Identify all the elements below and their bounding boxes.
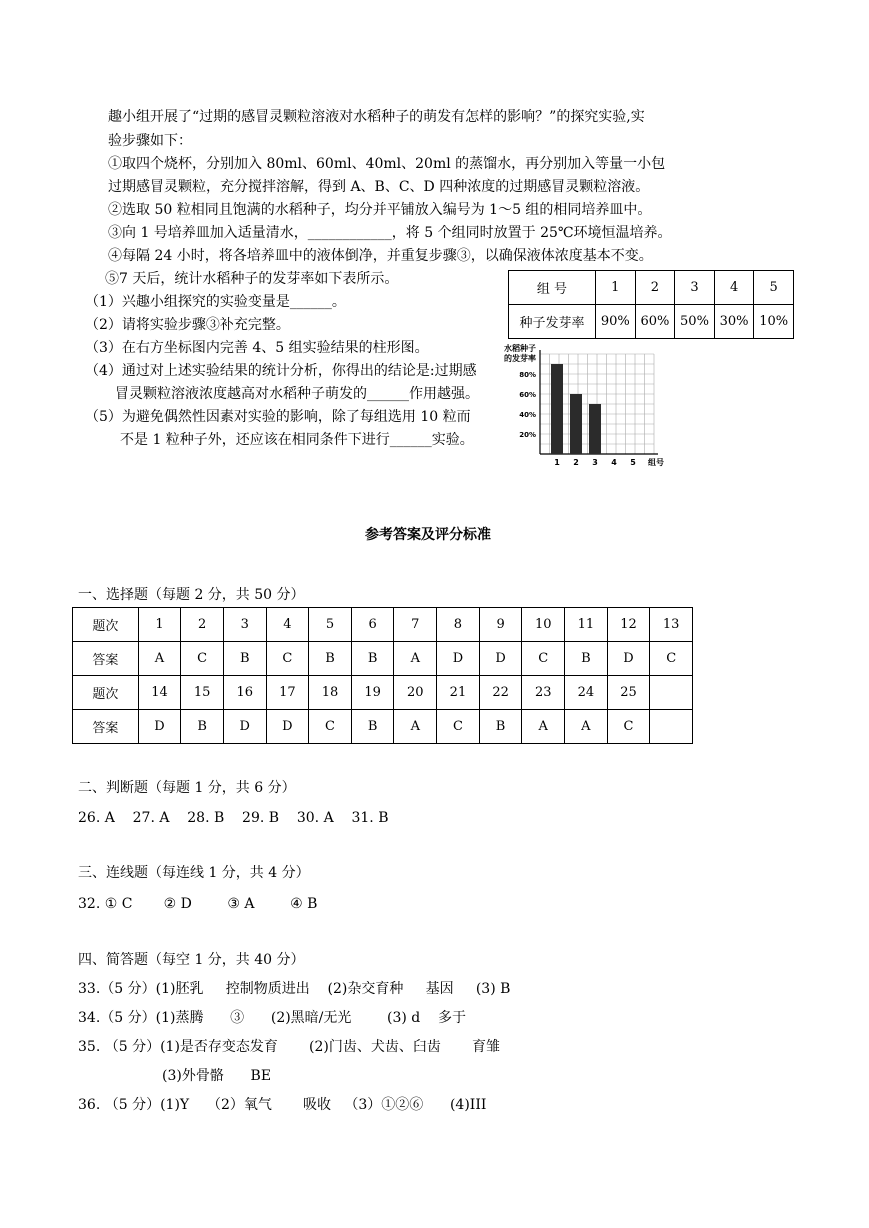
answer-table-cell: D bbox=[223, 710, 266, 744]
chart-bar bbox=[551, 364, 563, 454]
question-2: （2）请将实验步骤③补充完整。 bbox=[85, 317, 290, 333]
germination-bar-chart bbox=[500, 342, 680, 472]
answer-table-cell: 2 bbox=[181, 608, 224, 642]
chart-bar bbox=[570, 394, 582, 454]
chart-x-tick-label: 3 bbox=[592, 458, 598, 467]
answer-35a: 35. （5 分）(1)是否存变态发育 (2)门齿、犬齿、臼齿 育雏 bbox=[78, 1039, 501, 1055]
answer-table-cell: B bbox=[309, 642, 352, 676]
question-4b: 冒灵颗粒溶液浓度越高对水稻种子萌发的______作用越强。 bbox=[115, 386, 479, 402]
step-1a: ①取四个烧杯，分别加入 80ml、60ml、40ml、20ml 的蒸馏水，再分别加入等量一小包 bbox=[108, 156, 666, 172]
table-row-label: 种子发芽率 bbox=[509, 305, 596, 339]
answer-table-cell: C bbox=[181, 642, 224, 676]
group-cell: 4 bbox=[714, 271, 754, 305]
section-1-heading: 一、选择题（每题 2 分，共 50 分） bbox=[78, 587, 305, 603]
chart-xlabel: 组号 bbox=[648, 458, 664, 467]
rate-cell: 90% bbox=[596, 305, 636, 339]
answer-table-cell: 3 bbox=[223, 608, 266, 642]
chart-bar bbox=[589, 404, 601, 454]
chart-ylabel-line-1: 水稻种子 bbox=[504, 344, 536, 353]
answer-table-cell: C bbox=[266, 642, 309, 676]
section-3-heading: 三、连线题（每连线 1 分，共 4 分） bbox=[78, 865, 310, 881]
answer-table-cell: 7 bbox=[394, 608, 437, 642]
answer-table-cell: 21 bbox=[437, 676, 480, 710]
chart-x-tick-label: 2 bbox=[573, 458, 579, 467]
answer-table-cell: A bbox=[394, 642, 437, 676]
intro-line-2: 验步骤如下： bbox=[108, 133, 192, 149]
answer-table-cell: B bbox=[479, 710, 522, 744]
answer-table-cell: D bbox=[479, 642, 522, 676]
answer-table-cell: 15 bbox=[181, 676, 224, 710]
answer-table-cell: 13 bbox=[650, 608, 693, 642]
answer-table-cell: 10 bbox=[522, 608, 565, 642]
answer-table-cell: B bbox=[565, 642, 608, 676]
question-1: （1）兴趣小组探究的实验变量是______。 bbox=[85, 294, 346, 310]
answer-table-cell: 6 bbox=[351, 608, 394, 642]
intro-line-1: 趣小组开展了“过期的感冒灵颗粒溶液对水稻种子的萌发有怎样的影响？”的探究实验,实 bbox=[108, 109, 645, 125]
chart-x-tick-label: 5 bbox=[630, 458, 636, 467]
answer-table-cell: 18 bbox=[309, 676, 352, 710]
section-2-answers: 26. A 27. A 28. B 29. B 30. A 31. B bbox=[78, 810, 389, 826]
answer-table-cell: C bbox=[309, 710, 352, 744]
answer-table-cell: B bbox=[223, 642, 266, 676]
answer-table-cell: D bbox=[437, 642, 480, 676]
chart-y-tick-label: 20% bbox=[519, 431, 536, 439]
section-4-heading: 四、简答题（每空 1 分，共 40 分） bbox=[78, 952, 305, 968]
rate-cell: 10% bbox=[754, 305, 794, 339]
answer-table-cell: A bbox=[565, 710, 608, 744]
question-4a: （4）通过对上述实验结果的统计分析，你得出的结论是:过期感 bbox=[85, 363, 477, 379]
answer-table-cell: 9 bbox=[479, 608, 522, 642]
rate-cell: 30% bbox=[714, 305, 754, 339]
answer-table-cell: D bbox=[138, 710, 181, 744]
rate-cell: 60% bbox=[635, 305, 675, 339]
answer-table-cell: 5 bbox=[309, 608, 352, 642]
choice-answer-table bbox=[72, 607, 693, 744]
step-1b: 过期感冒灵颗粒，充分搅拌溶解，得到 A、B、C、D 四种浓度的过期感冒灵颗粒溶液。 bbox=[108, 179, 650, 195]
answer-table-cell: C bbox=[650, 642, 693, 676]
answer-table-cell: 22 bbox=[479, 676, 522, 710]
answer-35b: (3)外骨骼 BE bbox=[162, 1068, 272, 1084]
answer-table-cell: 11 bbox=[565, 608, 608, 642]
answer-table-cell: 16 bbox=[223, 676, 266, 710]
row-label-question: 题次 bbox=[73, 676, 139, 710]
chart-y-tick-label: 80% bbox=[519, 371, 536, 379]
answer-table-cell: 4 bbox=[266, 608, 309, 642]
question-5b: 不是 1 粒种子外，还应该在相同条件下进行______实验。 bbox=[120, 432, 474, 448]
answer-table-cell bbox=[650, 676, 693, 710]
answer-table-cell bbox=[650, 710, 693, 744]
answer-table-cell: 23 bbox=[522, 676, 565, 710]
chart-ylabel-line-2: 的发芽率 bbox=[504, 354, 536, 363]
answer-table-cell: 14 bbox=[138, 676, 181, 710]
group-cell: 5 bbox=[754, 271, 794, 305]
section-2-heading: 二、判断题（每题 1 分，共 6 分） bbox=[78, 780, 296, 796]
question-3: （3）在右方坐标图内完善 4、5 组实验结果的柱形图。 bbox=[85, 340, 429, 356]
answer-table-cell: D bbox=[607, 642, 650, 676]
answer-36: 36. （5 分）(1)Y （2）氧气 吸收 （3）①②⑥ (4)III bbox=[78, 1097, 487, 1113]
group-cell: 3 bbox=[675, 271, 715, 305]
answer-table-cell: 20 bbox=[394, 676, 437, 710]
answer-table-cell: D bbox=[266, 710, 309, 744]
answer-table-cell: 25 bbox=[607, 676, 650, 710]
answer-table-cell: 24 bbox=[565, 676, 608, 710]
rate-cell: 50% bbox=[675, 305, 715, 339]
row-label-answer: 答案 bbox=[73, 642, 139, 676]
answer-table-cell: B bbox=[181, 710, 224, 744]
germination-rate-table bbox=[508, 270, 794, 339]
answer-table-cell: A bbox=[138, 642, 181, 676]
group-cell: 1 bbox=[596, 271, 636, 305]
answer-table-cell: A bbox=[522, 710, 565, 744]
chart-y-tick-label: 40% bbox=[519, 411, 536, 419]
answer-table-cell: C bbox=[522, 642, 565, 676]
answer-33: 33.（5 分）(1)胚乳 控制物质进出 (2)杂交育种 基因 (3) B bbox=[78, 981, 511, 997]
question-5a: （5）为避免偶然性因素对实验的影响，除了每组选用 10 粒而 bbox=[85, 409, 471, 425]
step-5: ⑤7 天后，统计水稻种子的发芽率如下表所示。 bbox=[105, 271, 399, 287]
answer-table-cell: C bbox=[437, 710, 480, 744]
table-header-label: 组 号 bbox=[509, 271, 596, 305]
answer-table-cell: C bbox=[607, 710, 650, 744]
answer-table-cell: B bbox=[351, 710, 394, 744]
answer-table-cell: 17 bbox=[266, 676, 309, 710]
answer-table-cell: 12 bbox=[607, 608, 650, 642]
step-2: ②选取 50 粒相同且饱满的水稻种子，均分并平铺放入编号为 1～5 组的相同培养皿中。 bbox=[108, 202, 652, 218]
answer-table-cell: A bbox=[394, 710, 437, 744]
group-cell: 2 bbox=[635, 271, 675, 305]
answer-34: 34.（5 分）(1)蒸腾 ③ (2)黑暗/无光 (3) d 多于 bbox=[78, 1010, 467, 1026]
section-3-answers: 32. ① C ② D ③ A ④ B bbox=[78, 896, 318, 912]
row-label-answer: 答案 bbox=[73, 710, 139, 744]
answer-table-cell: 8 bbox=[437, 608, 480, 642]
answer-table-cell: B bbox=[351, 642, 394, 676]
chart-x-tick-label: 1 bbox=[554, 458, 560, 467]
step-3: ③向 1 号培养皿加入适量清水，____________，将 5 个组同时放置于 25℃环境恒温培养。 bbox=[108, 225, 672, 241]
chart-y-tick-label: 60% bbox=[519, 391, 536, 399]
row-label-question: 题次 bbox=[73, 608, 139, 642]
step-4: ④每隔 24 小时，将各培养皿中的液体倒净，并重复步骤③，以确保液体浓度基本不变。 bbox=[108, 248, 653, 264]
chart-x-tick-label: 4 bbox=[611, 458, 617, 467]
answers-title: 参考答案及评分标准 bbox=[365, 527, 491, 543]
answer-table-cell: 19 bbox=[351, 676, 394, 710]
answer-table-cell: 1 bbox=[138, 608, 181, 642]
